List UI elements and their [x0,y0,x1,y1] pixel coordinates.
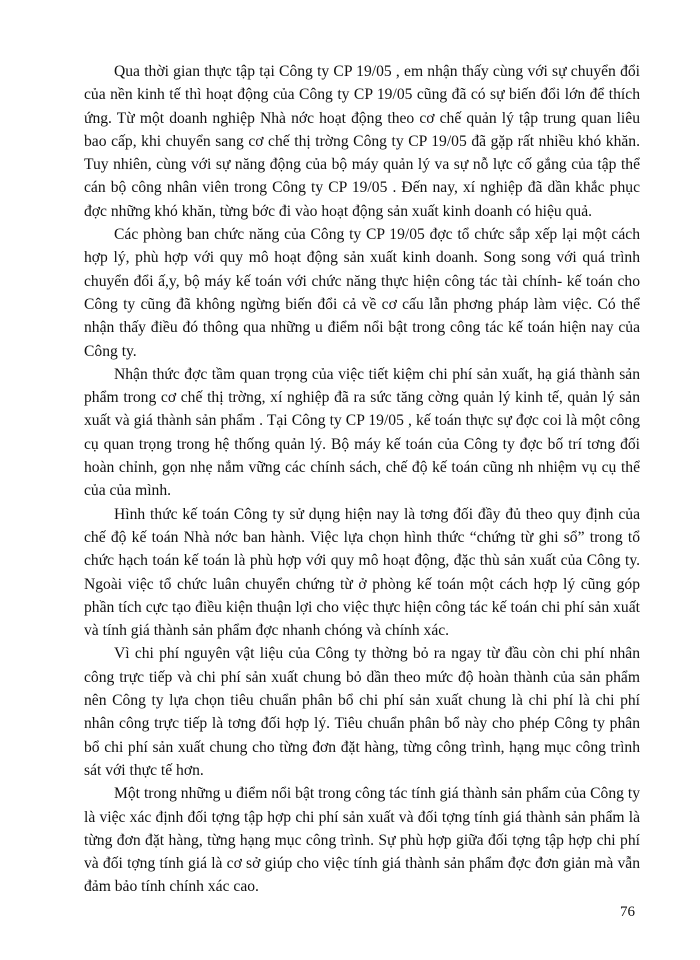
paragraph-6: Một trong những u điểm nổi bật trong công tác tính giá thành sản phẩm của Công ty là việc xác định đối tợng tập hợp chi phí sản xuất và đối tợng tính giá thành sản phẩm là từng đơn đặt hàng, từng hạng mục công trình. Sự phù hợp giữa đối tợng tập hợp chi phí và đối tợng tính giá là cơ sở giúp cho việc tính giá thành sản phẩm đợc đơn giản mà vẫn đảm bảo tính chính xác cao. [84,785,640,896]
document-body [84,60,640,899]
paragraph-2: Các phòng ban chức năng của Công ty CP 19/05 đợc tổ chức sắp xếp lại một cách hợp lý, phù hợp với quy mô hoạt động sản xuất kinh doanh. Song song với quá trình chuyển đổi ấ,y, bộ máy kế toán với chức năng thực hiện công tác tài chính- kế toán cho Công ty cũng đã không ngừng biến đổi cả về cơ cấu lẫn phơng pháp làm việc. Có thể nhận thấy điều đó thông qua những u điểm nổi bật trong công tác kế toán hiện nay của Công ty. [84,226,640,360]
paragraph-1: Qua thời gian thực tập tại Công ty CP 19/05 , em nhận thấy cùng với sự chuyển đổi của nền kinh tế thì hoạt động của Công ty CP 19/05 cũng đã có sự biến đổi lớn để thích ứng. Từ một doanh nghiệp Nhà nớc hoạt động theo cơ chế quản lý tập trung quan liêu bao cấp, khi chuyển sang cơ chế thị trờng Công ty CP 19/05 đã gặp rất nhiều khó khăn. Tuy nhiên, cùng với sự năng động của bộ máy quản lý va sự nỗ lực cố gắng của tập thể cán bộ công nhân viên trong Công ty CP 19/05 . Đến nay, xí nghiệp đã dần khắc phục đợc những khó khăn, từng bớc đi vào hoạt động sản xuất kinh doanh có hiệu quả. [84,63,640,220]
paragraph-4: Hình thức kế toán Công ty sử dụng hiện nay là tơng đối đầy đủ theo quy định của chế độ kế toán Nhà nớc ban hành. Việc lựa chọn hình thức “chứng từ ghi sổ” trong tổ chức hạch toán kế toán là phù hợp với quy mô hoạt động, đặc thù sản xuất của Công ty. Ngoài việc tổ chức luân chuyển chứng từ ở phòng kế toán một cách hợp lý cũng góp phần tích cực tạo điều kiện thuận lợi cho việc thực hiện công tác kế toán chi phí sản xuất và tính giá thành sản phẩm đợc nhanh chóng và chính xác. [84,505,640,640]
paragraph-5: Vì chi phí nguyên vật liệu của Công ty thờng bỏ ra ngay từ đầu còn chi phí nhân công trực tiếp và chi phí sản xuất chung bỏ dần theo mức độ hoàn thành của sản phẩm nên Công ty lựa chọn tiêu chuẩn phân bổ chi phí sản xuất chung là chi phí là chi phí nhân công trực tiếp là tơng đối hợp lý. Tiêu chuẩn phân bổ này cho phép Công ty phân bổ chi phí sản xuất chung cho từng đơn đặt hàng, từng công trình, hạng mục công trình sát với thực tế hơn. [84,645,640,779]
page-number: 76 [620,904,635,920]
paragraph-3: Nhận thức đợc tầm quan trọng của việc tiết kiệm chi phí sản xuất, hạ giá thành sản phẩm trong cơ chế thị trờng, xí nghiệp đã ra sức tăng cờng quản lý kinh tế, quản lý sản xuất và giá thành sản phẩm . Tại Công ty CP 19/05 , kế toán thực sự đợc coi là một công cụ quan trọng trong hệ thống quản lý. Bộ máy kế toán của Công ty đợc bố trí tơng đối hoàn chỉnh, gọn nhẹ nắm vững các chính sách, chế độ kế toán cũng nh nhiệm vụ cụ thể của của mình. [84,365,640,500]
